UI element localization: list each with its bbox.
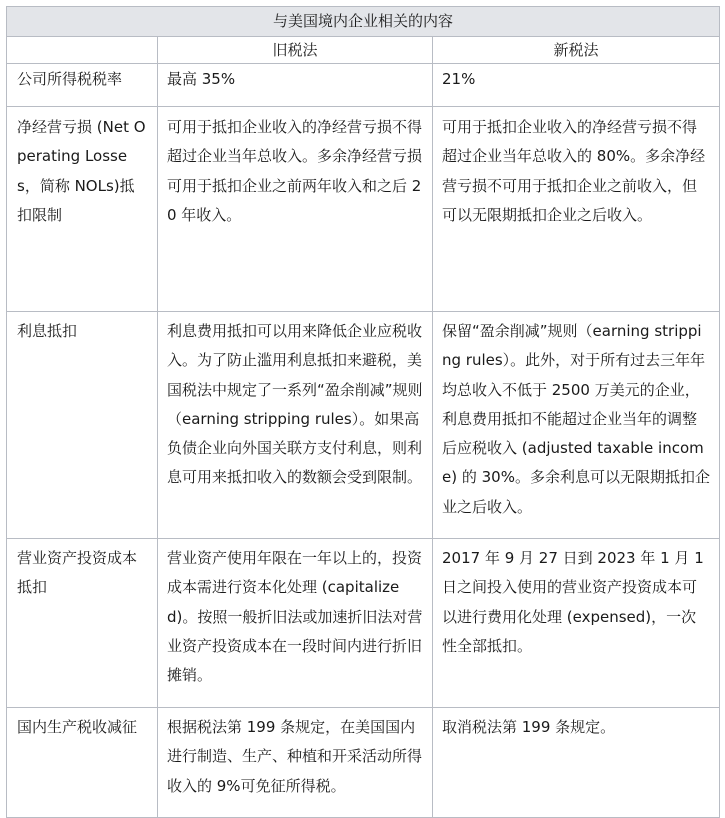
old-law-cell: 利息费用抵扣可以用来降低企业应税收入。为了防止滥用利息抵扣来避税，美国税法中规定了一系列“盈余削减”规则（earning stripping rules）。如果高负债企业向外国关联方支付利息，则利息可用来抵扣收入的数额会受到限制。	[158, 312, 433, 539]
row-label: 营业资产投资成本抵扣	[7, 539, 158, 708]
row-label: 净经营亏损 (Net Operating Losses，简称 NOLs)抵扣限制	[7, 107, 158, 312]
table-row-domestic-production	[7, 708, 720, 818]
new-law-cell: 保留“盈余削减”规则（earning stripping rules）。此外，对于所有过去三年年均总收入不低于 2500 万美元的企业，利息费用抵扣不能超过企业当年的调整后应税收入 (adjusted taxable income) 的 30%。多余利息可以无限期抵扣企业之后收入。	[433, 312, 720, 539]
table-header-row	[7, 37, 720, 64]
header-item	[7, 37, 158, 64]
tax-comparison-table	[6, 6, 720, 818]
row-label: 利息抵扣	[7, 312, 158, 539]
table-row-asset-investment	[7, 539, 720, 708]
table-row-interest	[7, 312, 720, 539]
old-law-cell: 营业资产使用年限在一年以上的，投资成本需进行资本化处理 (capitalized)。按照一般折旧法或加速折旧法对营业资产投资成本在一段时间内进行折旧摊销。	[158, 539, 433, 708]
new-law-cell: 取消税法第 199 条规定。	[433, 708, 720, 818]
table-caption-row	[7, 7, 720, 37]
table-row-nol	[7, 107, 720, 312]
old-law-cell: 根据税法第 199 条规定，在美国国内进行制造、生产、种植和开采活动所得收入的 9%可免征所得税。	[158, 708, 433, 818]
old-law-cell: 可用于抵扣企业收入的净经营亏损不得超过企业当年总收入。多余净经营亏损可用于抵扣企业之前两年收入和之后 20 年收入。	[158, 107, 433, 312]
new-law-cell: 可用于抵扣企业收入的净经营亏损不得超过企业当年总收入的 80%。多余净经营亏损不可用于抵扣企业之前收入，但可以无限期抵扣企业之后收入。	[433, 107, 720, 312]
new-law-cell: 21%	[433, 64, 720, 107]
header-old-law: 旧税法	[158, 37, 433, 64]
table-row-tax-rate	[7, 64, 720, 107]
header-new-law: 新税法	[433, 37, 720, 64]
new-law-cell: 2017 年 9 月 27 日到 2023 年 1 月 1 日之间投入使用的营业资产投资成本可以进行费用化处理 (expensed)，一次性全部抵扣。	[433, 539, 720, 708]
table-caption: 与美国境内企业相关的内容	[7, 7, 720, 37]
old-law-cell: 最高 35%	[158, 64, 433, 107]
row-label: 国内生产税收减征	[7, 708, 158, 818]
row-label: 公司所得税税率	[7, 64, 158, 107]
